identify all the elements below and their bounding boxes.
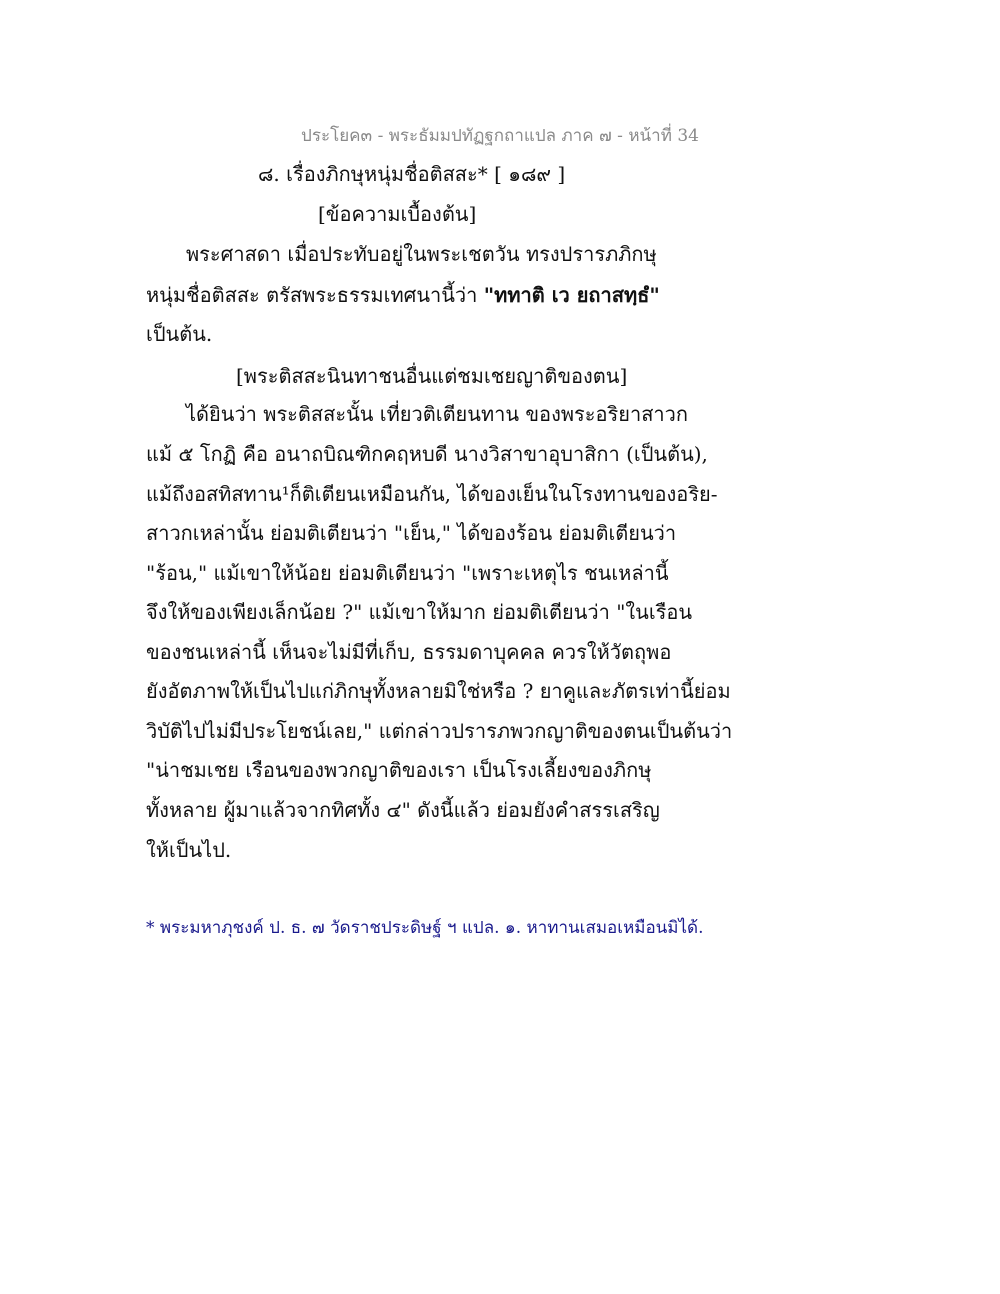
pali-verse-quote: "ททาติ เว ยถาสทฺธํ": [483, 283, 660, 307]
paragraph-line: สาวกเหล่านั้น ย่อมติเตียนว่า "เย็น," ได้ของร้อน ย่อมติเตียนว่า: [146, 521, 677, 545]
paragraph-line: "น่าชมเชย เรือนของพวกญาติของเรา เป็นโรงเลี้ยงของภิกษุ: [146, 758, 652, 782]
section-heading-intro: [ข้อความเบื้องต้น]: [318, 202, 477, 226]
running-head: [0, 122, 1000, 149]
paragraph-text: หนุ่มชื่อติสสะ ตรัสพระธรรมเทศนานี้ว่า: [146, 283, 484, 307]
paragraph-line: วิบัติไปไม่มีประโยชน์เลย," แต่กล่าวปรารภพวกญาติของตนเป็นต้นว่า: [146, 719, 733, 743]
paragraph-line: พระศาสดา เมื่อประทับอยู่ในพระเชตวัน ทรงปรารภภิกษุ: [186, 242, 657, 266]
paragraph-line: จึงให้ของเพียงเล็กน้อย ?" แม้เขาให้มาก ย่อมติเตียนว่า "ในเรือน: [146, 600, 693, 624]
paragraph-line: เป็นต้น.: [146, 322, 213, 346]
section-heading-main: [พระติสสะนินทาชนอื่นแต่ชมเชยญาติของตน]: [236, 364, 628, 388]
paragraph-line: "ร้อน," แม้เขาให้น้อย ย่อมติเตียนว่า "เพราะเหตุไร ชนเหล่านี้: [146, 561, 669, 585]
running-head-text: ประโยค๓ - พระธัมมปทัฏฐกถาแปล ภาค ๗ - หน้าที่ 34: [301, 126, 699, 146]
story-title: ๘. เรื่องภิกษุหนุ่มชื่อติสสะ* [ ๑๘๙ ]: [258, 162, 566, 186]
paragraph-line: แม้ ๕ โกฏิ คือ อนาถบิณฑิกคฤหบดี นางวิสาขาอุบาสิกา (เป็นต้น),: [146, 442, 708, 466]
paragraph-line: แม้ถึงอสทิสทาน¹ก็ติเตียนเหมือนกัน, ได้ของเย็นในโรงทานของอริย-: [146, 482, 718, 506]
paragraph-line: ยังอัตภาพให้เป็นไปแก่ภิกษุทั้งหลายมิใช่หรือ ? ยาคูและภัตรเท่านี้ย่อม: [146, 679, 731, 703]
footnote: * พระมหาภุชงค์ ป. ธ. ๗ วัดราชประดิษฐ์ ฯ แปล. ๑. หาทานเสมอเหมือนมิได้.: [146, 918, 704, 938]
paragraph-line: [146, 281, 660, 309]
paragraph-line: ทั้งหลาย ผู้มาแล้วจากทิศทั้ง ๔" ดังนี้แล้ว ย่อมยังคำสรรเสริญ: [146, 798, 660, 822]
paragraph-line: ได้ยินว่า พระติสสะนั้น เที่ยวติเตียนทาน ของพระอริยาสาวก: [186, 402, 688, 426]
paragraph-line: ให้เป็นไป.: [146, 838, 232, 862]
paragraph-line: ของชนเหล่านี้ เห็นจะไม่มีที่เก็บ, ธรรมดาบุคคล ควรให้วัตถุพอ: [146, 640, 672, 664]
